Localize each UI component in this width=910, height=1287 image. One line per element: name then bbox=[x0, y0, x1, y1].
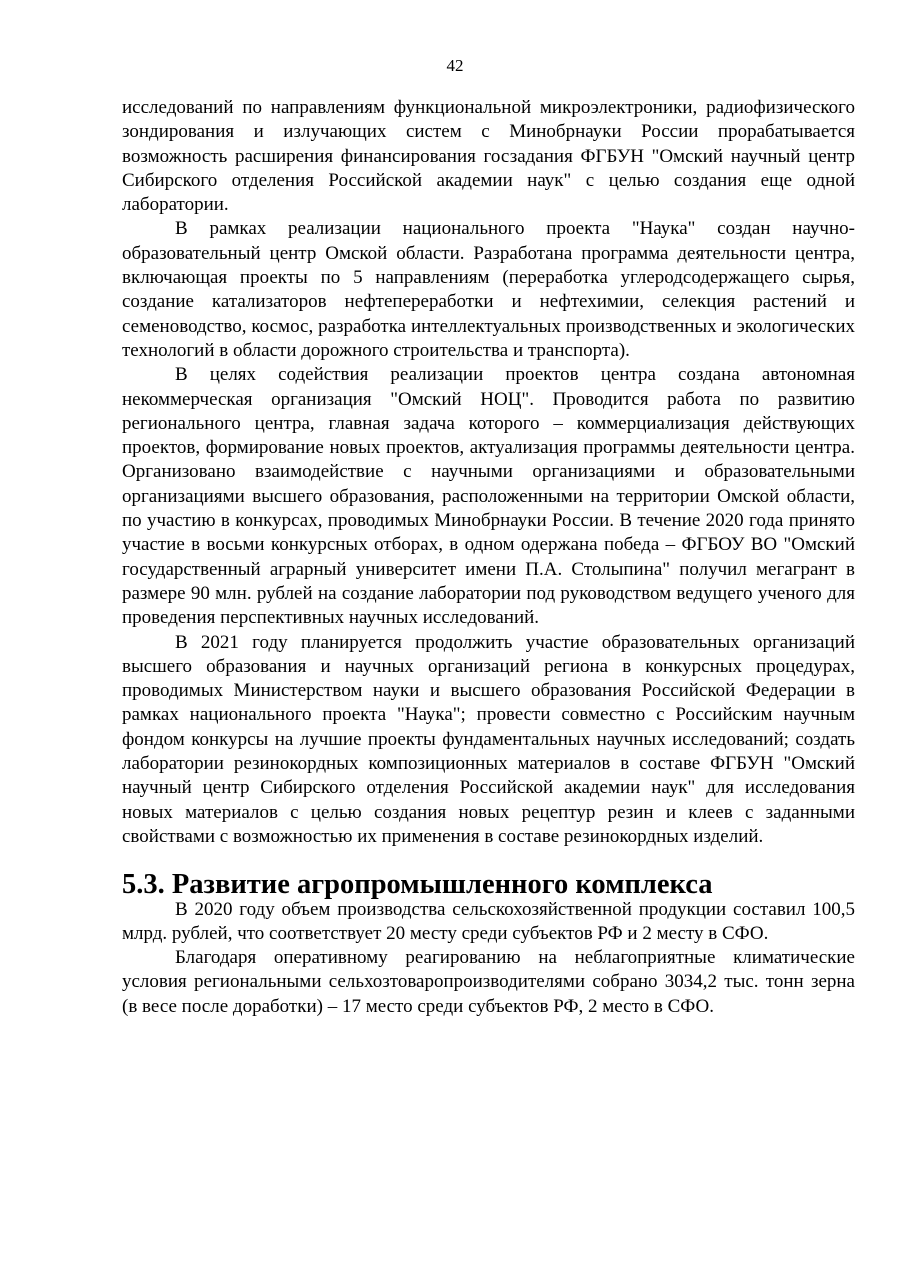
page-number: 42 bbox=[446, 56, 464, 75]
paragraph-plans-2021: В 2021 году планируется продолжить участие образовательных организаций высшего образования и научных организаций региона в конкурсных процедурах, проводимых Министерством науки и высшего образования Российской Федерации в рамках национального проекта "Наука"; провести совместно с Российским научным фондом конкурсы на лучшие проекты фундаментальных научных исследований; создать лаборатории резинокордных композиционных материалов в составе ФГБУН "Омский научный центр Сибирского отделения Российской академии наук" для исследования новых материалов с целью создания новых рецептур резин и клеев с заданными свойствами с возможностью их применения в составе резинокордных изделий. bbox=[122, 631, 855, 847]
section-heading: 5.3. Развитие агропромышленного комплекса bbox=[122, 869, 713, 901]
paragraph-agri-production: В 2020 году объем производства сельскохозяйственной продукции составил 100,5 млрд. рублей, что соответствует 20 месту среди субъектов РФ и 2 месту в СФО. bbox=[122, 898, 855, 944]
paragraph-noc-creation: В рамках реализации национального проекта "Наука" создан научно-образовательный центр Омской области. Разработана программа деятельности центра, включающая проекты по 5 направлениям (переработка углеродсодержащего сырья, создание катализаторов нефтепереработки и нефтехимии, селекция растений и семеноводство, космос, разработка интеллектуальных производственных и экологических технологий в области дорожного строительства и транспорта). bbox=[122, 218, 855, 361]
paragraph-continuation: исследований по направлениям функциональной микроэлектроники, радиофизического зондирования и излучающих систем с Минобрнауки России прорабатывается возможность расширения финансирования госзадания ФГБУН "Омский научный центр Сибирского отделения Российской академии наук" с целью создания еще одной лаборатории. bbox=[122, 97, 855, 216]
paragraph-grain-harvest: Благодаря оперативному реагированию на неблагоприятные климатические условия региональными сельхозтоваропроизводителями собрано 3034,2 тыс. тонн зерна (в весе после доработки) – 17 место среди субъектов РФ, 2 место в СФО. bbox=[122, 947, 855, 1017]
paragraph-omsk-noc: В целях содействия реализации проектов центра создана автономная некоммерческая организация "Омский НОЦ". Проводится работа по развитию регионального центра, главная задача которого – коммерциализация действующих проектов, формирование новых проектов, актуализация программы деятельности центра. Организовано взаимодействие с научными организациями и образовательными организациями высшего образования, расположенными на территории Омской области, по участию в конкурсах, проводимых Минобрнауки России. В течение 2020 года принято участие в восьми конкурсных отборах, в одном одержана победа – ФГБОУ ВО "Омский государственный аграрный университет имени П.А. Столыпина" получил мегагрант в размере 90 млн. рублей на создание лаборатории под руководством ведущего ученого для проведения перспективных научных исследований. bbox=[122, 364, 855, 629]
body-text bbox=[122, 96, 855, 1019]
